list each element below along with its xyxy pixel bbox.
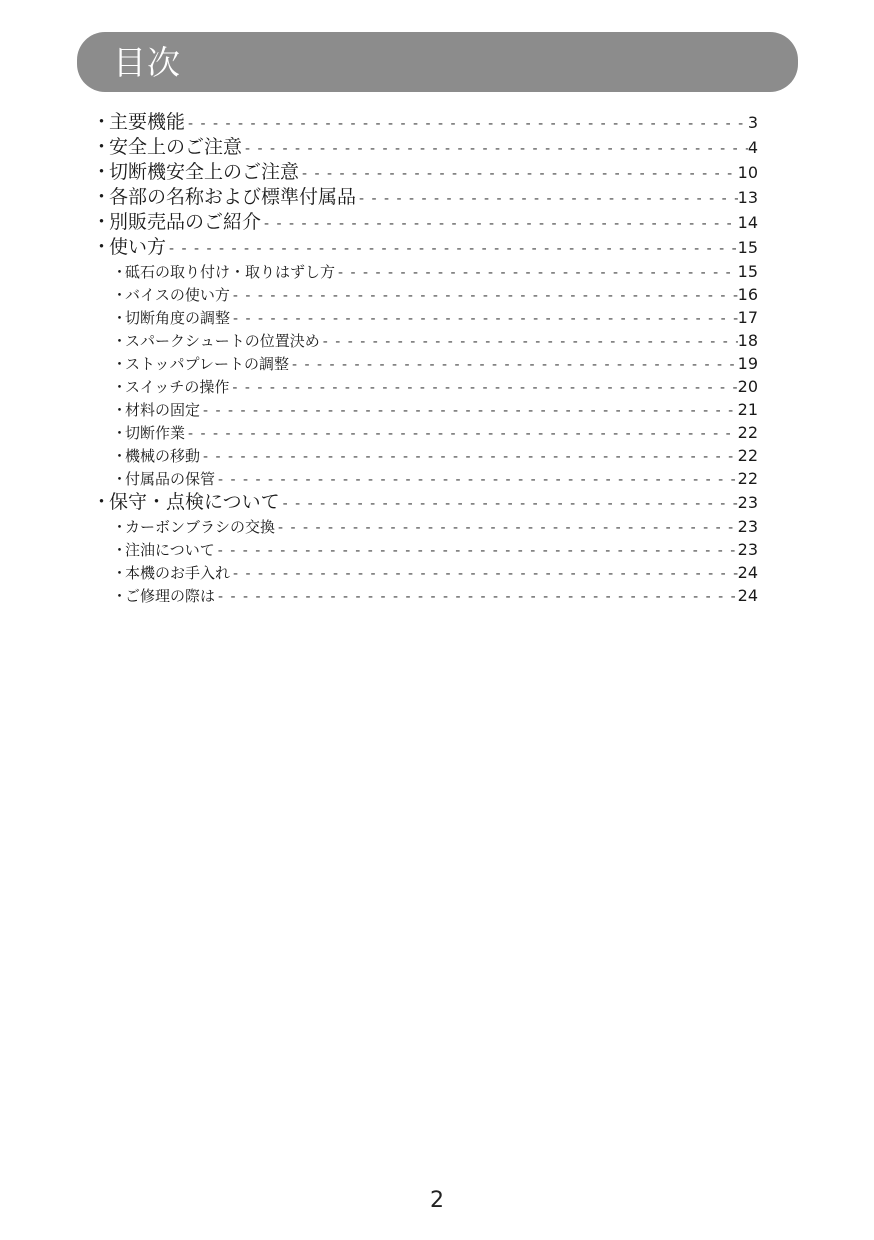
toc-page: 14 (737, 213, 758, 232)
dot-leader (166, 237, 738, 260)
dot-leader (200, 400, 738, 421)
bullet: ・ (112, 541, 128, 559)
bullet: ・ (112, 332, 128, 350)
toc-page: 10 (737, 163, 758, 182)
toc-page: 23 (737, 540, 758, 559)
dot-leader (320, 331, 738, 352)
dot-leader (289, 354, 738, 375)
toc-label: ストッパプレートの調整 (125, 355, 289, 373)
dot-leader (230, 563, 738, 584)
toc-item-switch-operation[interactable] (92, 375, 758, 398)
toc-item-machine-moving[interactable] (92, 444, 758, 467)
dot-leader (185, 423, 738, 444)
toc-page: 22 (737, 469, 758, 488)
toc-item-cutting-work[interactable] (92, 421, 758, 444)
bullet: ・ (112, 424, 128, 442)
dot-leader (275, 517, 738, 538)
toc-item-accessory-storage[interactable] (92, 467, 758, 490)
toc-label: 使い方 (109, 236, 167, 258)
toc-page: 17 (737, 308, 758, 327)
toc-item-vise-usage[interactable] (92, 283, 758, 306)
toc-label: 本機のお手入れ (125, 564, 231, 582)
toc-label: 別販売品のご紹介 (109, 211, 262, 233)
toc-page: 16 (737, 285, 758, 304)
dot-leader (242, 137, 748, 160)
bullet: ・ (112, 447, 128, 465)
dot-leader (215, 586, 738, 607)
dot-leader (185, 112, 748, 135)
toc-label: 保守・点検について (109, 491, 280, 513)
bullet: ・ (92, 186, 112, 208)
bullet: ・ (112, 564, 128, 582)
dot-leader (230, 285, 738, 306)
toc-label: バイスの使い方 (125, 286, 230, 304)
toc-page: 4 (747, 138, 758, 157)
bullet: ・ (92, 236, 112, 258)
toc-label: 注油について (125, 541, 215, 559)
toc-label: 材料の固定 (125, 401, 201, 419)
toc-page: 22 (737, 446, 758, 465)
bullet: ・ (112, 263, 128, 281)
table-of-contents (92, 110, 758, 607)
dot-leader (215, 540, 738, 561)
toc-label: ご修理の際は (125, 587, 216, 605)
toc-item-material-fixing[interactable] (92, 398, 758, 421)
toc-label: 機械の移動 (125, 447, 201, 465)
dot-leader (229, 377, 737, 398)
toc-page: 18 (737, 331, 758, 350)
toc-label: 砥石の取り付け・取りはずし方 (125, 263, 336, 281)
toc-label: 切断作業 (125, 424, 186, 442)
toc-item-part-names[interactable] (92, 185, 758, 210)
page-number: 2 (430, 1188, 444, 1213)
dot-leader (200, 446, 738, 467)
toc-label: カーボンブラシの交換 (125, 518, 276, 536)
bullet: ・ (112, 309, 128, 327)
toc-page: 22 (737, 423, 758, 442)
bullet: ・ (92, 211, 112, 233)
bullet: ・ (92, 136, 112, 158)
toc-item-cut-angle[interactable] (92, 306, 758, 329)
bullet: ・ (92, 491, 112, 513)
toc-item-repair[interactable] (92, 584, 758, 607)
toc-page: 24 (737, 586, 758, 605)
toc-page: 3 (747, 113, 758, 132)
toc-item-lubrication[interactable] (92, 538, 758, 561)
toc-label: 主要機能 (109, 111, 186, 133)
dot-leader (215, 469, 738, 490)
dot-leader (335, 262, 738, 283)
bullet: ・ (112, 286, 128, 304)
toc-page: 20 (737, 377, 758, 396)
page-title: 目次 (113, 42, 181, 82)
toc-item-usage[interactable] (92, 235, 758, 260)
toc-item-spark-chute[interactable] (92, 329, 758, 352)
bullet: ・ (112, 518, 128, 536)
toc-item-optional-products[interactable] (92, 210, 758, 235)
dot-leader (261, 212, 738, 235)
bullet: ・ (112, 378, 128, 396)
toc-label: 切断角度の調整 (125, 309, 231, 327)
toc-page: 24 (737, 563, 758, 582)
toc-label: 各部の名称および標準付属品 (109, 186, 357, 208)
toc-page: 19 (737, 354, 758, 373)
toc-item-maintenance[interactable] (92, 490, 758, 515)
toc-label: 安全上のご注意 (109, 136, 243, 158)
toc-item-main-features[interactable] (92, 110, 758, 135)
toc-item-cutter-safety[interactable] (92, 160, 758, 185)
bullet: ・ (92, 111, 112, 133)
title-bar (77, 32, 798, 92)
dot-leader (299, 162, 738, 185)
bullet: ・ (112, 470, 128, 488)
toc-page: 15 (737, 238, 758, 257)
toc-page: 21 (737, 400, 758, 419)
toc-page: 23 (737, 493, 758, 512)
toc-label: 付属品の保管 (125, 470, 216, 488)
toc-label: 切断機安全上のご注意 (109, 161, 300, 183)
dot-leader (356, 187, 738, 210)
bullet: ・ (112, 355, 128, 373)
dot-leader (280, 492, 738, 515)
toc-item-wheel-mounting[interactable] (92, 260, 758, 283)
bullet: ・ (92, 161, 112, 183)
toc-label: スパークシュートの位置決め (125, 332, 320, 350)
toc-item-carbon-brush[interactable] (92, 515, 758, 538)
toc-page: 13 (737, 188, 758, 207)
toc-page: 23 (737, 517, 758, 536)
bullet: ・ (112, 587, 128, 605)
toc-item-stopper-plate[interactable] (92, 352, 758, 375)
bullet: ・ (112, 401, 128, 419)
toc-item-cleaning[interactable] (92, 561, 758, 584)
dot-leader (230, 308, 738, 329)
toc-page: 15 (737, 262, 758, 281)
toc-label: スイッチの操作 (125, 378, 230, 396)
toc-item-safety-precautions[interactable] (92, 135, 758, 160)
